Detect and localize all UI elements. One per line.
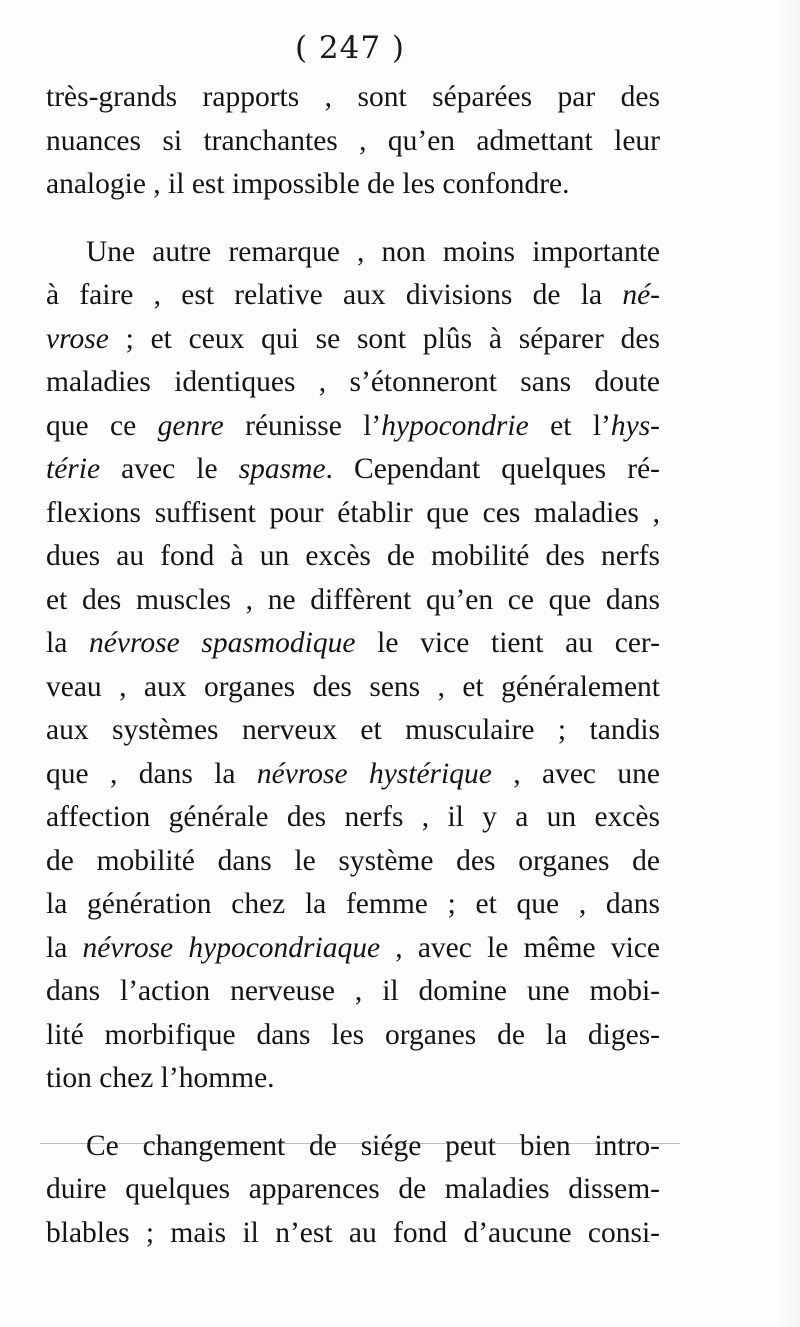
text-run: la — [46, 627, 90, 659]
text-line — [46, 361, 660, 405]
italic-run: névrose hystérique — [256, 757, 492, 790]
text-line — [46, 622, 660, 666]
italic-run: genre — [157, 409, 224, 442]
text-line: Ce changement de siége peut bien intro- — [86, 1129, 660, 1162]
italic-run: névrose spasmodique — [89, 627, 356, 659]
text-run: la — [46, 931, 83, 964]
text-line — [46, 274, 660, 318]
italic-run: névrose hypocondriaque — [82, 931, 381, 964]
text-line: blables ; mais il n’est au fond d’aucune consi- — [46, 1216, 660, 1249]
text-line: nuances si tranchantes , qu’en admettant leur — [46, 124, 660, 157]
text-run: ; et ceux qui se sont plûs à séparer des — [108, 322, 660, 355]
text-run: Une autre remarque , non moins importante — [86, 235, 660, 268]
italic-run: vrose — [46, 322, 109, 355]
text-run: réunisse l’ — [223, 409, 382, 442]
paragraph-gap — [46, 207, 660, 231]
italic-run: hypocondrie — [381, 409, 529, 442]
text-line — [46, 753, 660, 797]
text-run: le vice tient au cer- — [355, 627, 660, 659]
body-text — [46, 76, 660, 1255]
text-line — [46, 448, 660, 492]
text-line — [46, 231, 660, 275]
paragraph — [46, 231, 660, 1101]
text-run: que ce — [46, 409, 158, 442]
text-run: , avec une — [491, 757, 660, 790]
text-line — [46, 666, 660, 710]
text-run: et des muscles , ne diffèrent qu’en ce que dans — [46, 583, 660, 616]
text-line — [46, 840, 660, 884]
text-run: la génération chez la femme ; et que , dans — [46, 888, 660, 920]
page-edge-shading — [778, 0, 800, 1327]
text-line — [46, 492, 660, 536]
text-run: , avec le même vice — [380, 931, 660, 964]
text-line — [46, 535, 660, 579]
italic-run: hys- — [610, 409, 661, 442]
text-line — [46, 1014, 660, 1058]
text-run: veau , aux organes des sens , et généralement — [46, 670, 660, 703]
text-line: duire quelques apparences de maladies dissem- — [46, 1173, 660, 1205]
text-line — [46, 405, 660, 449]
italic-run: térie — [46, 453, 101, 485]
text-line — [46, 318, 660, 362]
text-run: flexions suffisent pour établir que ces maladies , — [46, 496, 660, 529]
text-line: très-grands rapports , sont séparées par des — [46, 81, 660, 113]
text-run: avec le — [100, 453, 239, 485]
text-line — [46, 709, 660, 753]
text-line — [46, 579, 660, 623]
text-run: aux systèmes nerveux et musculaire ; tandis — [46, 714, 660, 746]
text-run: à faire , est relative aux divisions de la — [46, 279, 623, 311]
text-run: que , dans la — [46, 757, 257, 790]
italic-run: spasme — [238, 453, 326, 485]
page-number: ( 247 ) — [294, 30, 406, 66]
text-line: analogie , il est impossible de les confondre. — [46, 168, 570, 200]
text-run: dues au fond à un excès de mobilité des nerfs — [46, 540, 660, 572]
text-run: de mobilité dans le système des organes de — [46, 844, 660, 877]
paragraph-gap — [46, 1101, 660, 1125]
text-line — [46, 796, 660, 840]
text-line — [46, 927, 660, 971]
text-run: affection générale des nerfs , il y a un excès — [46, 801, 660, 833]
text-line — [46, 1057, 660, 1101]
text-run: lité morbifique dans les organes de la diges- — [46, 1018, 660, 1051]
text-line — [46, 883, 660, 927]
text-run: . Cependant quelques ré- — [325, 453, 660, 485]
text-run: maladies identiques , s’étonneront sans doute — [46, 366, 660, 398]
text-line — [46, 970, 660, 1014]
text-run: dans l’action nerveuse , il domine une mobi- — [46, 975, 660, 1007]
text-run: et l’ — [528, 409, 611, 442]
text-run: tion chez l’homme. — [46, 1062, 275, 1094]
faint-rule — [40, 1143, 680, 1144]
italic-run: né- — [622, 279, 660, 311]
